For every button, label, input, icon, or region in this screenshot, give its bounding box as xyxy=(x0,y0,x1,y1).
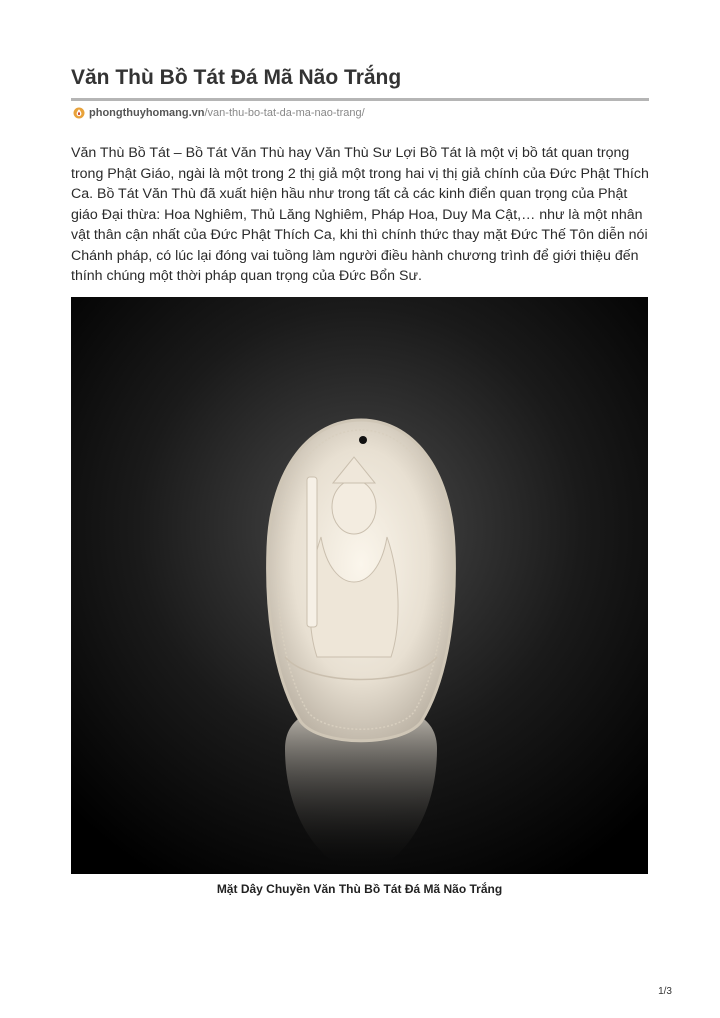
article-paragraph: Văn Thù Bồ Tát – Bồ Tát Văn Thù hay Văn Thù Sư Lợi Bồ Tát là một vị bồ tát quan trọng trong Phật Giáo, ngài là một trong 2 thị giả một trong hai vị thị giả chính của Đức Phật Thích Ca. Bồ Tát Văn Thù đã xuất hiện hầu như trong tất cả các kinh điển quan trọng của Phật giáo Đại thừa: Hoa Nghiêm, Thủ Lăng Nghiêm, Pháp Hoa, Duy Ma Cật,… như là một nhân vật thân cận nhất của Đức Phật Thích Ca, khi thì chính thức thay mặt Đức Thế Tôn diễn nói Chánh pháp, có lúc lại đóng vai tuồng làm người điều hành chương trình để giới thiệu đến thính chúng một thời pháp quan trọng của Đức Bổn Sư. xyxy=(71,145,649,284)
source-path: /van-thu-bo-tat-da-ma-nao-trang/ xyxy=(204,107,365,119)
source-url[interactable] xyxy=(73,107,365,119)
source-domain: phongthuyhomang.vn xyxy=(89,107,205,119)
page-title: Văn Thù Bồ Tát Đá Mã Não Trắng xyxy=(71,66,402,89)
article-image xyxy=(71,297,648,874)
image-caption: Mặt Dây Chuyền Văn Thù Bồ Tát Đá Mã Não Trắng xyxy=(216,882,503,896)
title-divider xyxy=(71,98,649,101)
jade-pendant-image xyxy=(71,297,648,874)
site-favicon-icon xyxy=(73,107,85,119)
page-number: 1/3 xyxy=(658,986,672,997)
